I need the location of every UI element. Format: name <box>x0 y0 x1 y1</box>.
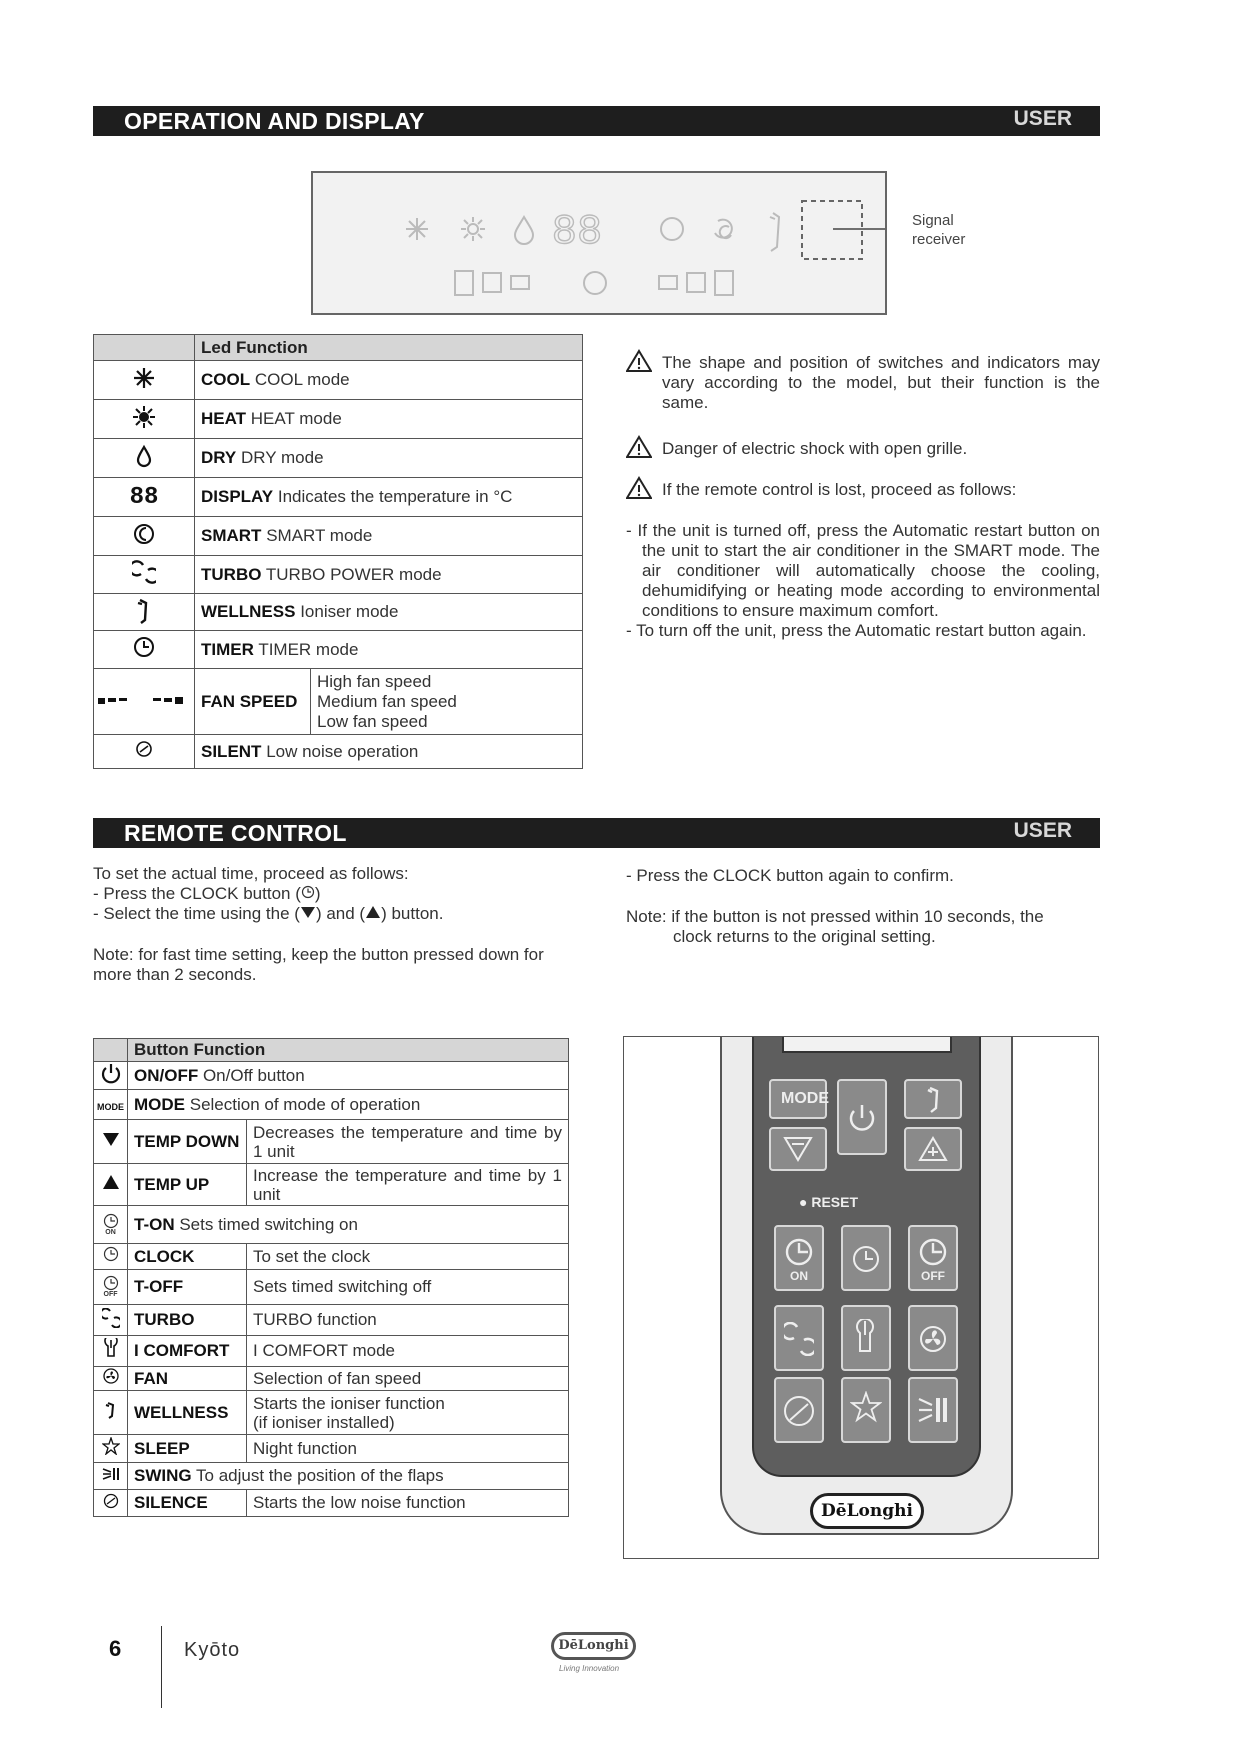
section-tag: USER <box>1013 107 1072 130</box>
warning-icon <box>626 349 652 373</box>
clock-step-1: - Press the CLOCK button ( ) <box>93 884 321 903</box>
section-header-remote <box>93 818 1100 848</box>
section-header-operation <box>93 106 1100 136</box>
table-row <box>94 669 583 735</box>
wellness-icon <box>132 596 156 624</box>
led-name: FAN SPEED <box>195 669 311 735</box>
button-name: ON/OFF <box>134 1065 199 1085</box>
led-desc: Indicates the temperature in °C <box>277 487 513 506</box>
turbo-icon <box>784 1322 814 1356</box>
clock-note-2-cont: clock returns to the original setting. <box>673 927 936 946</box>
wellness-icon <box>924 1085 944 1115</box>
led-desc: HEAT mode <box>250 409 342 428</box>
temp-up-icon <box>365 905 381 919</box>
remote-control-figure <box>623 1036 1099 1559</box>
smart-led-icon <box>661 218 683 240</box>
cool-led-icon <box>406 218 428 240</box>
button-desc: (if ioniser installed) <box>253 1412 395 1432</box>
sleep-button[interactable] <box>841 1377 891 1443</box>
remote-brand-logo: DēLonghi <box>810 1493 924 1529</box>
fan-speed-icon <box>96 693 192 707</box>
wellness-icon <box>103 1400 119 1420</box>
warning-1 <box>626 353 1100 413</box>
temp-up-icon <box>918 1136 948 1162</box>
temp-down-button[interactable] <box>769 1127 827 1171</box>
led-name: COOL <box>201 370 251 389</box>
i-comfort-icon <box>102 1338 120 1360</box>
button-name: T-ON <box>134 1214 175 1234</box>
clock-step-2: - Select the time using the ( ) and ( ) button. <box>93 904 444 923</box>
clock-button[interactable] <box>841 1225 891 1291</box>
swing-icon <box>102 1466 120 1482</box>
led-desc: TURBO POWER mode <box>265 564 442 584</box>
button-desc: Decreases the temperature and time by 1 unit <box>247 1120 569 1164</box>
warning-icon <box>626 476 652 500</box>
button-name: TEMP UP <box>128 1164 247 1206</box>
table-row <box>94 735 583 769</box>
table-row <box>94 1305 569 1336</box>
mode-button[interactable]: MODE <box>769 1079 827 1119</box>
button-desc: Sets timed switching on <box>179 1214 358 1234</box>
wellness-button[interactable] <box>904 1079 962 1119</box>
timer-on-label: ON <box>105 1228 116 1236</box>
table-header: Button Function <box>128 1039 569 1062</box>
temp-up-button[interactable] <box>904 1127 962 1171</box>
led-name: SILENT <box>201 741 262 761</box>
silence-icon <box>782 1394 816 1428</box>
table-row <box>94 594 583 631</box>
button-name: FAN <box>128 1367 247 1391</box>
wellness-led-icon <box>770 213 779 251</box>
table-row <box>94 1120 569 1164</box>
button-desc: Selection of fan speed <box>247 1367 569 1391</box>
led-desc: Ioniser mode <box>300 602 399 621</box>
led-name: HEAT <box>201 409 247 428</box>
led-desc: COOL mode <box>254 370 350 389</box>
page-number: 6 <box>109 1636 122 1661</box>
dry-led-icon <box>515 217 533 244</box>
sleep-icon <box>102 1437 120 1455</box>
table-row <box>94 517 583 556</box>
i-comfort-button[interactable] <box>841 1305 891 1371</box>
fan-icon <box>918 1324 948 1354</box>
section-title: OPERATION AND DISPLAY <box>124 108 425 134</box>
footer-brand-logo: DēLonghi <box>551 1632 636 1660</box>
timer-off-icon <box>918 1237 948 1267</box>
table-row <box>94 1490 569 1517</box>
silent-led-icon <box>584 272 606 294</box>
button-name: SILENCE <box>128 1490 247 1517</box>
sleep-icon <box>850 1391 882 1423</box>
button-name: I COMFORT <box>128 1336 247 1367</box>
button-desc: Sets timed switching off <box>247 1270 569 1305</box>
i-comfort-icon <box>852 1319 882 1359</box>
led-name: DISPLAY <box>201 487 274 506</box>
led-name: TURBO <box>201 564 262 584</box>
led-name: SMART <box>201 526 262 545</box>
button-desc: Starts the low noise function <box>247 1490 569 1517</box>
warning-text: If the remote control is lost, proceed as follows: <box>662 480 1017 499</box>
timer-on-icon <box>103 1213 119 1229</box>
led-desc: Low fan speed <box>317 711 428 731</box>
led-desc: SMART mode <box>266 526 373 545</box>
led-desc: Low noise operation <box>266 741 419 761</box>
table-row <box>94 556 583 594</box>
table-row <box>94 439 583 478</box>
signal-label-2: receiver <box>912 231 966 248</box>
section-title: REMOTE CONTROL <box>124 820 347 846</box>
clock-intro: To set the actual time, proceed as follows: <box>93 864 409 883</box>
silent-icon <box>135 740 153 758</box>
timer-on-button[interactable]: ON <box>774 1225 824 1291</box>
clock-confirm-text: - Press the CLOCK button again to confirm. <box>626 866 954 885</box>
silence-button[interactable] <box>774 1377 824 1443</box>
led-name: TIMER <box>201 639 254 659</box>
section-tag: USER <box>1013 819 1072 842</box>
table-row <box>94 400 583 439</box>
clock-confirm <box>626 866 1100 947</box>
table-row <box>94 1270 569 1305</box>
remote-screen <box>782 1036 952 1053</box>
table-header: Led Function <box>195 335 583 361</box>
button-desc: Selection of mode of operation <box>189 1094 421 1114</box>
silence-icon <box>103 1493 119 1509</box>
warning-text: Danger of electric shock with open grille. <box>662 439 968 458</box>
button-name: T-OFF <box>128 1270 247 1305</box>
timer-off-button[interactable]: OFF <box>908 1225 958 1291</box>
button-desc: On/Off button <box>202 1065 305 1085</box>
button-desc: Starts the ioniser function <box>253 1393 445 1413</box>
table-row <box>94 361 583 400</box>
button-desc: Night function <box>247 1435 569 1463</box>
button-name: SWING <box>134 1466 192 1485</box>
table-row <box>94 1164 569 1206</box>
turbo-led-icon <box>715 220 732 238</box>
clock-icon <box>851 1244 881 1274</box>
smart-icon <box>132 522 156 546</box>
power-icon <box>100 1062 122 1084</box>
warning-3 <box>626 480 1100 500</box>
table-row <box>94 1062 569 1090</box>
product-name: Kyōto <box>184 1639 241 1661</box>
display-panel <box>311 171 887 315</box>
power-button[interactable] <box>837 1079 887 1155</box>
warning-text: The shape and position of switches and indicators may vary according to the model, but their function is the same. <box>662 353 1100 412</box>
turbo-button[interactable] <box>774 1305 824 1371</box>
fan-button[interactable] <box>908 1305 958 1371</box>
temp-down-icon <box>300 905 316 919</box>
display-digits: 88 <box>551 208 603 256</box>
signal-receiver-label <box>912 211 965 249</box>
table-row <box>94 631 583 669</box>
led-name: DRY <box>201 448 237 467</box>
warning-2 <box>626 439 1100 459</box>
timer-off-icon <box>103 1275 119 1291</box>
turbo-icon <box>132 560 156 584</box>
button-name: CLOCK <box>128 1244 247 1270</box>
button-name: SLEEP <box>128 1435 247 1463</box>
clock-icon <box>301 885 315 899</box>
table-row <box>94 1206 569 1244</box>
table-row <box>94 1435 569 1463</box>
heat-led-icon <box>461 217 485 241</box>
timer-off-label: OFF <box>103 1291 118 1298</box>
table-row <box>94 1391 569 1435</box>
table-row <box>94 1463 569 1490</box>
button-name: TEMP DOWN <box>128 1120 247 1164</box>
remote-lost-step: - To turn off the unit, press the Automatic restart button again. <box>626 621 1087 640</box>
dry-icon <box>132 444 156 468</box>
table-row <box>94 1336 569 1367</box>
button-desc: TURBO function <box>247 1305 569 1336</box>
led-name: WELLNESS <box>201 602 296 621</box>
mode-icon: MODE <box>97 1101 124 1112</box>
button-name: WELLNESS <box>128 1391 247 1435</box>
led-desc: Medium fan speed <box>317 691 457 711</box>
warning-icon <box>626 435 652 459</box>
reset-button[interactable]: ● RESET <box>799 1194 859 1210</box>
footer-divider <box>161 1626 162 1708</box>
fan-icon <box>103 1368 119 1384</box>
swing-button[interactable] <box>908 1377 958 1443</box>
remote-lost-step: - If the unit is turned off, press the Automatic restart button on the unit to start the air conditioner in the SMART mode. The air conditioner will automatically choose the cooling, dehumidifying or heating mode according to environmental conditions to ensure maximum comfort. <box>626 521 1100 620</box>
button-desc: Increase the temperature and time by 1 unit <box>247 1164 569 1206</box>
swing-icon <box>918 1395 950 1425</box>
timer-on-icon <box>784 1237 814 1267</box>
remote-lost-steps <box>626 521 1100 641</box>
signal-label-1: Signal <box>912 212 954 229</box>
timer-icon <box>132 635 156 659</box>
table-row <box>94 1367 569 1391</box>
footer-tagline: Living Innovation <box>559 1664 620 1673</box>
clock-instructions <box>93 864 573 985</box>
button-function-table <box>93 1038 569 1517</box>
button-desc: To set the clock <box>247 1244 569 1270</box>
temp-up-icon <box>102 1174 120 1190</box>
led-desc: High fan speed <box>317 671 432 691</box>
led-desc: TIMER mode <box>258 639 359 659</box>
clock-note: Note: for fast time setting, keep the button pressed down for more than 2 seconds. <box>93 945 544 984</box>
table-row <box>94 1090 569 1120</box>
temp-down-icon <box>102 1131 120 1147</box>
clock-icon <box>103 1246 119 1262</box>
display-icon: 88 <box>129 483 159 511</box>
signal-receiver-window <box>802 201 862 259</box>
turbo-icon <box>102 1308 120 1328</box>
heat-icon <box>132 405 156 429</box>
power-icon <box>845 1102 879 1136</box>
table-row <box>94 1244 569 1270</box>
temp-down-icon <box>783 1136 813 1162</box>
led-desc: DRY mode <box>241 448 324 467</box>
clock-note-2: Note: if the button is not pressed within 10 seconds, the <box>626 907 1044 926</box>
button-name: MODE <box>134 1094 185 1114</box>
button-name: TURBO <box>128 1305 247 1336</box>
cool-icon <box>132 366 156 390</box>
led-function-table <box>93 334 583 769</box>
table-row <box>94 478 583 517</box>
display-panel-drawing <box>313 173 885 313</box>
button-desc: I COMFORT mode <box>247 1336 569 1367</box>
button-desc: To adjust the position of the flaps <box>196 1466 444 1485</box>
